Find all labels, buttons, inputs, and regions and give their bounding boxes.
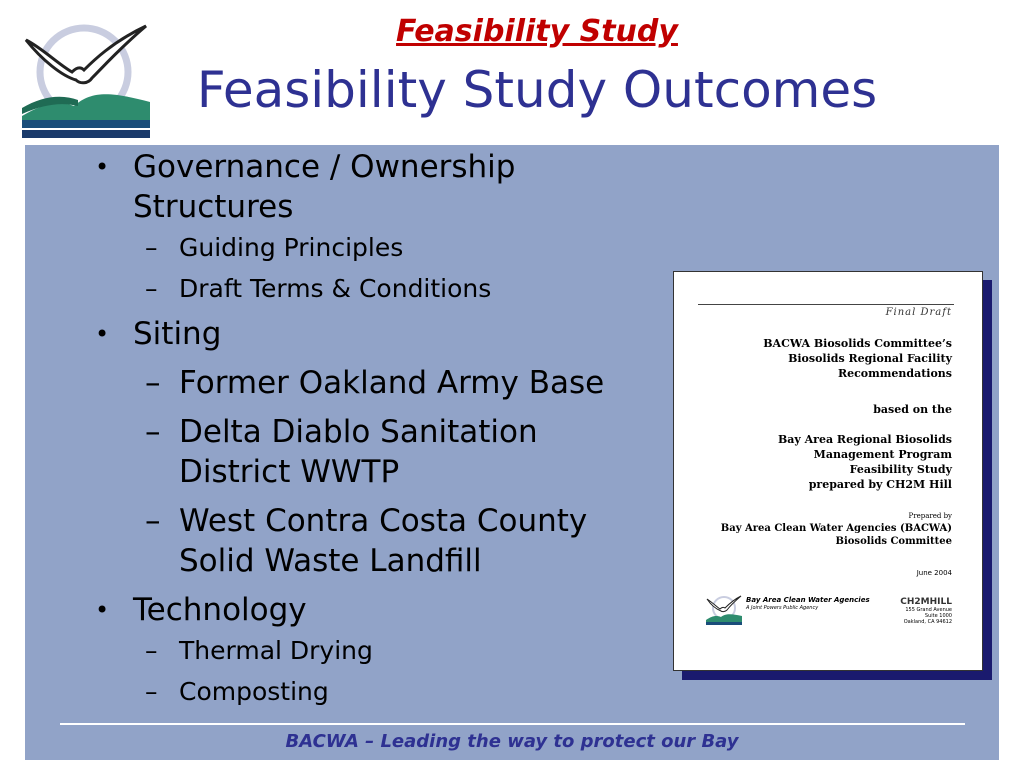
page-title: Feasibility Study Outcomes [196, 61, 878, 119]
bullet-governance: • Governance / Ownership Structures [95, 149, 516, 225]
doc-consultant: CH2MHILL [900, 597, 952, 607]
doc-org-name: Bay Area Clean Water Agencies [746, 596, 870, 604]
doc-based-on: based on the [873, 403, 952, 416]
bullet-list [95, 145, 615, 709]
divider [698, 304, 954, 305]
bullet-technology: • Technology [95, 592, 307, 628]
doc-status: Final Draft [885, 307, 952, 318]
doc-prepared-label: Prepared by [908, 512, 952, 520]
sub-bullet: – Former Oakland Army Base [145, 365, 605, 401]
doc-org-sub: A Joint Powers Public Agency [746, 605, 819, 611]
doc-study: Bay Area Regional Biosolids Management Program Feasibility Study prepared by CH2M Hill [778, 433, 952, 491]
sub-bullet: – Guiding Principles [145, 233, 404, 262]
header-subtitle: Feasibility Study [396, 14, 678, 49]
sub-bullet: – Draft Terms & Conditions [145, 274, 492, 303]
footer-text: BACWA – Leading the way to protect our Bay [285, 731, 739, 752]
doc-title: BACWA Biosolids Committee’s Biosolids Regional Facility Recommendations [763, 337, 952, 380]
sub-bullet: – Delta Diablo Sanitation District WWTP [145, 414, 538, 490]
doc-consultant-address: 155 Grand Avenue Suite 1000 Oakland, CA 94612 [903, 607, 952, 625]
sub-bullet: – Composting [145, 677, 329, 706]
doc-prepared-by: Bay Area Clean Water Agencies (BACWA) Biosolids Committee [720, 523, 952, 547]
doc-date: June 2004 [916, 569, 952, 577]
bullet-siting: • Siting [95, 316, 222, 352]
footer-divider [60, 723, 965, 725]
report-cover-image [673, 271, 983, 671]
bacwa-mini-logo [706, 594, 742, 628]
sub-bullet: – West Contra Costa County Solid Waste Landfill [145, 503, 588, 579]
sub-bullet: – Thermal Drying [145, 636, 373, 665]
